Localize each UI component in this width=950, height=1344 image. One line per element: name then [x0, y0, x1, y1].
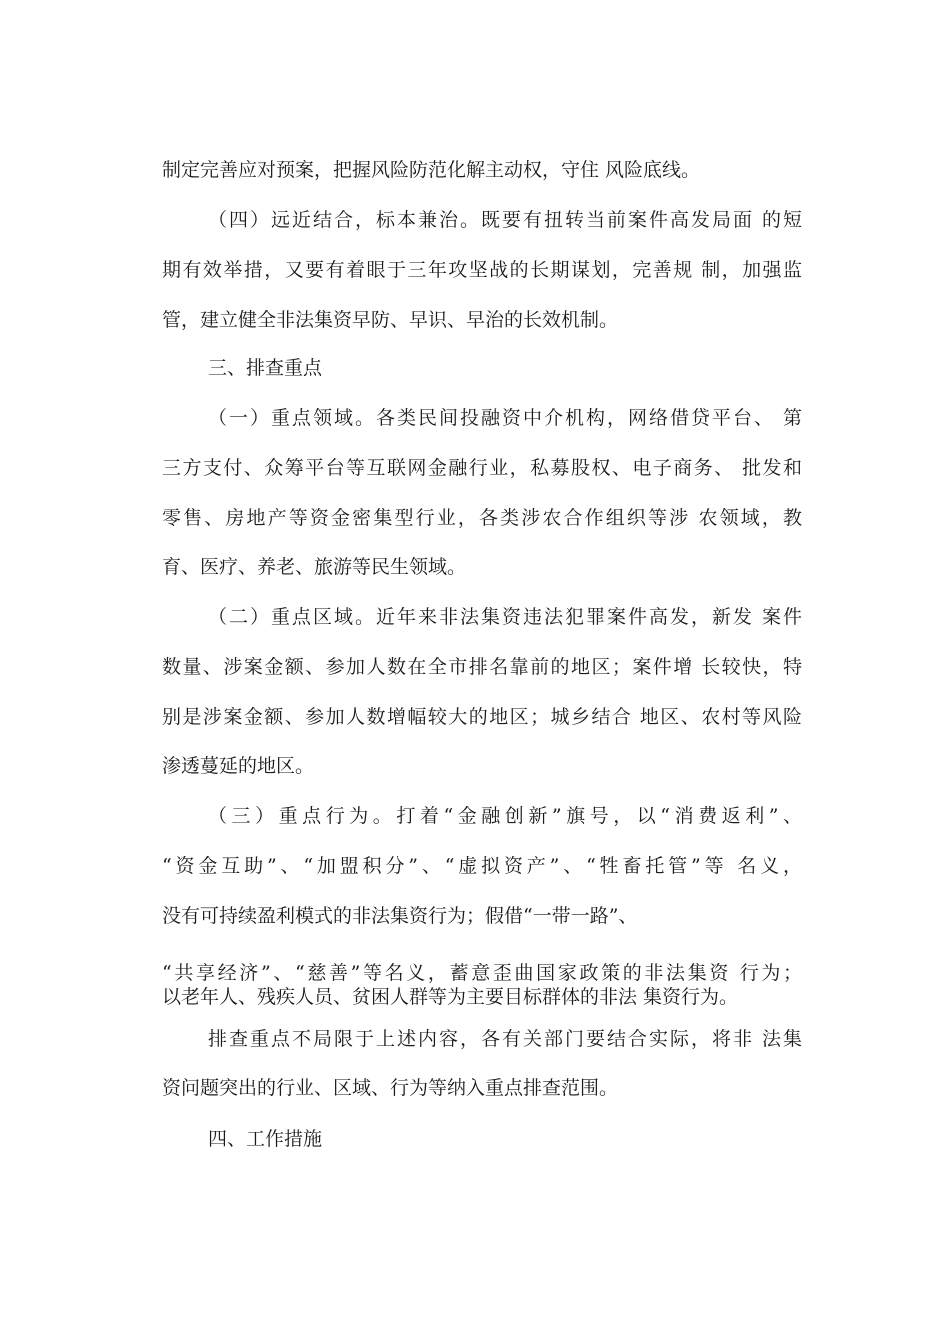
paragraph-line: （四）远近结合，标本兼治。既要有扭转当前案件高发局面 的短	[208, 209, 802, 231]
paragraph-line: （二）重点区域。近年来非法集资违法犯罪案件高发，新发 案件	[208, 606, 802, 628]
paragraph-line: 排查重点不局限于上述内容，各有关部门要结合实际，将非 法集	[208, 1028, 802, 1050]
section-heading: 三、排查重点	[208, 357, 323, 379]
paragraph-line: 资问题突出的行业、区域、行为等纳入重点排查范围。	[162, 1077, 619, 1099]
paragraph-line: 零售、房地产等资金密集型行业，各类涉农合作组织等涉 农领域，教	[162, 507, 802, 529]
paragraph-line: 别是涉案金额、参加人数增幅较大的地区；城乡结合 地区、农村等风险	[162, 706, 802, 728]
paragraph-line: “共享经济”、“慈善”等名义，蓄意歪曲国家政策的非法集资 行为；	[162, 962, 802, 984]
paragraph-line: （一）重点领域。各类民间投融资中介机构，网络借贷平台、 第	[208, 407, 802, 429]
paragraph-line: 制定完善应对预案，把握风险防范化解主动权，守住 风险底线。	[162, 159, 701, 181]
paragraph-line: 数量、涉案金额、参加人数在全市排名靠前的地区；案件增 长较快，特	[162, 656, 802, 678]
paragraph-line: 三方支付、众筹平台等互联网金融行业，私募股权、电子商务、 批发和	[162, 457, 802, 479]
paragraph-line: 育、医疗、养老、旅游等民生领域。	[162, 556, 467, 578]
paragraph-line: （三）重点行为。打着“金融创新”旗号，以“消费返利”、	[208, 805, 802, 827]
paragraph-line: 以老年人、残疾人员、贫困人群等为主要目标群体的非法 集资行为。	[162, 986, 739, 1008]
paragraph-line: 渗透蔓延的地区。	[162, 755, 315, 777]
paragraph-line: 期有效举措，又要有着眼于三年攻坚战的长期谋划，完善规 制，加强监	[162, 259, 802, 281]
paragraph-line: “资金互助”、“加盟积分”、“虚拟资产”、“牲畜托管”等 名义，	[162, 855, 802, 877]
paragraph-line: 管，建立健全非法集资早防、早识、早治的长效机制。	[162, 309, 619, 331]
section-heading: 四、工作措施	[208, 1128, 323, 1150]
paragraph-line: 没有可持续盈利模式的非法集资行为；假借“一带一路”、	[162, 905, 638, 927]
